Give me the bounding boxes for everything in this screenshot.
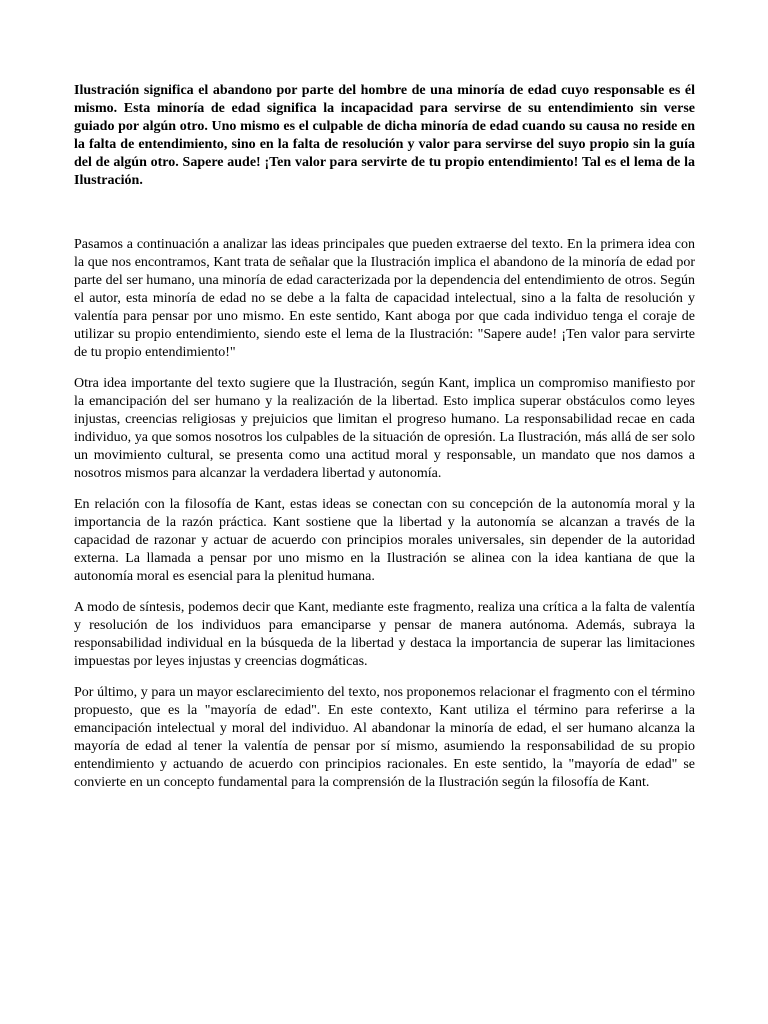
paragraph-1: Pasamos a continuación a analizar las ideas principales que pueden extraerse del texto. En la primera idea con la que nos encontramos, Kant trata de señalar que la Ilustración implica el abandono de la minoría de edad por parte del ser humano, una minoría de edad caracterizada por la dependencia del entendimiento de otros. Según el autor, esta minoría de edad no se debe a la falta de capacidad intelectual, sino a la falta de resolución y valentía para pensar por uno mismo. En este sentido, Kant aboga por que cada individuo tenga el coraje de utilizar su propio entendimiento, siendo este el lema de la Ilustración: "Sapere aude! ¡Ten valor para servirte de tu propio entendimiento!"	[74, 237, 695, 360]
paragraph-5: Por último, y para un mayor esclarecimiento del texto, nos proponemos relacionar el fragmento con el término propuesto, que es la "mayoría de edad". En este contexto, Kant utiliza el término para referirse a la emancipación intelectual y moral del individuo. Al abandonar la minoría de edad, el ser humano alcanza la mayoría de edad al tener la valentía de pensar por sí mismo, asumiendo la responsabilidad de su propio entendimiento y actuando de acuerdo con principios racionales. En este sentido, la "mayoría de edad" se convierte en un concepto fundamental para la comprensión de la Ilustración según la filosofía de Kant.	[74, 685, 695, 790]
paragraph-2: Otra idea importante del texto sugiere que la Ilustración, según Kant, implica un compromiso manifiesto por la emancipación del ser humano y la realización de la libertad. Esto implica superar obstáculos como leyes injustas, creencias religiosas y prejuicios que limitan el progreso humano. La responsabilidad recae en cada individuo, ya que somos nosotros los culpables de la situación de opresión. La Ilustración, más allá de ser solo un movimiento cultural, se presenta como una actitud moral y responsable, un mandato que nos damos a nosotros mismos para alcanzar la verdadera libertad y autonomía.	[74, 376, 695, 481]
kant-quote: Ilustración significa el abandono por parte del hombre de una minoría de edad cuyo responsable es él mismo. Esta minoría de edad significa la incapacidad para servirse de su entendimiento sin verse guiado por algún otro. Uno mismo es el culpable de dicha minoría de edad cuando su causa no reside en la falta de entendimiento, sino en la falta de resolución y valor para servirse del suyo propio sin la guía del de algún otro. Sapere aude! ¡Ten valor para servirte de tu propio entendimiento! Tal es el lema de la Ilustración.	[74, 83, 695, 188]
paragraph-4: A modo de síntesis, podemos decir que Kant, mediante este fragmento, realiza una crítica a la falta de valentía y resolución de los individuos para emanciparse y pensar de manera autónoma. Además, subraya la responsabilidad individual en la búsqueda de la libertad y destaca la importancia de superar las limitaciones impuestas por leyes injustas y creencias dogmáticas.	[74, 600, 695, 669]
paragraph-3: En relación con la filosofía de Kant, estas ideas se conectan con su concepción de la autonomía moral y la importancia de la razón práctica. Kant sostiene que la libertad y la autonomía se alcanzan a través de la capacidad de razonar y actuar de acuerdo con principios morales universales, sin depender de la autoridad externa. La llamada a pensar por uno mismo en la Ilustración se alinea con la idea kantiana de que la autonomía moral es esencial para la plenitud humana.	[74, 497, 695, 584]
document-page	[74, 82, 695, 805]
